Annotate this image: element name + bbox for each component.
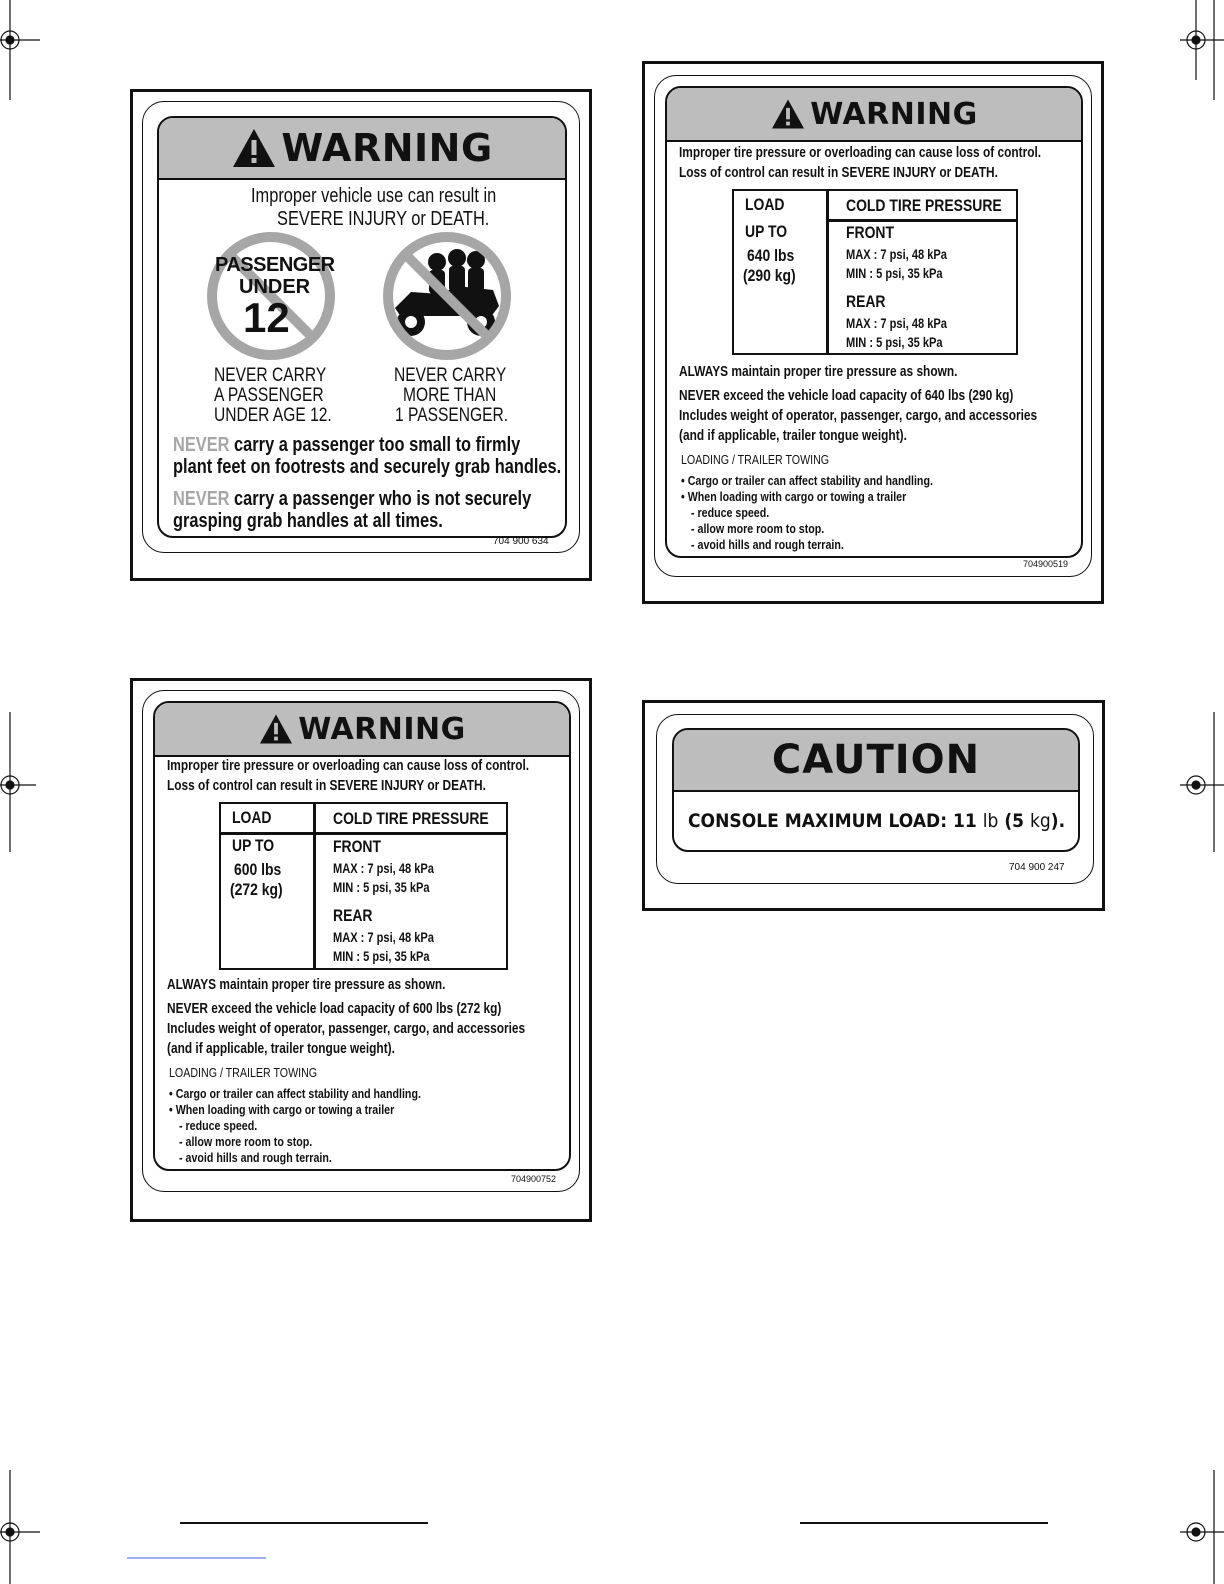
sub-bullet-2: - allow more room to stop. (691, 521, 825, 536)
caption-2-line-2: MORE THAN (403, 385, 497, 406)
warning-header (155, 703, 569, 757)
warning-header (159, 118, 565, 180)
label-inner-frame (157, 116, 567, 538)
console-load-lb: lb (982, 810, 999, 832)
sub-bullet-3: - avoid hills and rough terrain. (179, 1150, 332, 1165)
caption-1-line-2: A PASSENGER (214, 385, 324, 406)
rule-1-line-2: plant feet on footrests and securely grab handles. (173, 456, 562, 478)
sub-bullet-2: - allow more room to stop. (179, 1134, 313, 1149)
rule-2-line-1 (173, 488, 531, 511)
bullet-1: • Cargo or trailer can affect stability and handling. (169, 1086, 421, 1101)
rear-label: REAR (846, 292, 886, 311)
rule-2-rest: carry a passenger who is not securely (229, 488, 532, 510)
label-inner-frame (153, 701, 571, 1171)
console-load-close: ). (1050, 810, 1066, 832)
rule-2-never: NEVER (173, 488, 230, 510)
caption-1-line-3: UNDER AGE 12. (214, 405, 332, 426)
warning-header (667, 88, 1081, 142)
footer-line-right (800, 1522, 1048, 1524)
rule-2-line-2: grasping grab handles at all times. (173, 510, 443, 532)
table-header-pressure: COLD TIRE PRESSURE (846, 196, 1002, 215)
console-load-main: CONSOLE MAXIMUM LOAD: 11 (688, 810, 983, 832)
load-lbs: 600 lbs (234, 860, 282, 879)
rear-max: MAX : 7 psi, 48 kPa (846, 316, 947, 331)
label-inner-frame (665, 86, 1083, 558)
always-text: ALWAYS maintain proper tire pressure as shown. (167, 977, 446, 993)
never-exceed-text: NEVER exceed the vehicle load capacity of 640 lbs (290 kg) (679, 388, 1014, 404)
passenger-warning-label (130, 89, 592, 581)
part-number: 704900519 (1023, 559, 1069, 569)
no-passenger-icon (205, 230, 337, 362)
footer-line-left (180, 1522, 428, 1524)
intro-line-2: Loss of control can result in SEVERE INJURY or DEATH. (679, 165, 998, 181)
includes-text: Includes weight of operator, passenger, cargo, and accessories (167, 1021, 526, 1037)
tire-pressure-warning-label-640 (642, 61, 1104, 604)
part-number: 704900752 (511, 1174, 557, 1184)
load-lbs: 640 lbs (747, 246, 795, 265)
part-number: 704 900 634 (493, 536, 549, 547)
intro-line-1: Improper tire pressure or overloading can cause loss of control. (167, 758, 530, 774)
intro-line-1: Improper vehicle use can result in (251, 185, 497, 207)
front-max: MAX : 7 psi, 48 kPa (846, 247, 947, 262)
sign-under-text: UNDER (239, 276, 311, 298)
console-load-kg: kg (1030, 810, 1051, 832)
front-min: MIN : 5 psi, 35 kPa (333, 880, 430, 895)
console-caution-label (642, 700, 1105, 911)
console-load-paren: (5 (998, 810, 1031, 832)
load-up-to: UP TO (232, 836, 275, 855)
caution-header (674, 730, 1078, 792)
sign-age-number: 12 (243, 294, 290, 341)
no-riders-icon (381, 230, 513, 362)
warning-header-text: WARNING (298, 711, 466, 747)
intro-line-1: Improper tire pressure or overloading can cause loss of control. (679, 145, 1042, 161)
label-inner-frame (672, 728, 1080, 852)
front-min: MIN : 5 psi, 35 kPa (846, 266, 943, 281)
sub-bullet-1: - reduce speed. (179, 1118, 258, 1133)
caption-2-line-1: NEVER CARRY (394, 365, 507, 386)
warning-header-text: WARNING (810, 96, 978, 132)
tire-pressure-warning-label-600 (130, 678, 592, 1222)
front-label: FRONT (846, 223, 895, 242)
warning-header-text: WARNING (281, 126, 493, 170)
if-applicable-text: (and if applicable, trailer tongue weight). (167, 1041, 395, 1057)
load-table (219, 802, 508, 970)
always-text: ALWAYS maintain proper tire pressure as shown. (679, 364, 958, 380)
rule-1-rest: carry a passenger too small to firmly (229, 434, 521, 456)
never-exceed-text: NEVER exceed the vehicle load capacity of 600 lbs (272 kg) (167, 1001, 502, 1017)
table-header-load: LOAD (745, 195, 785, 214)
table-header-load: LOAD (232, 808, 272, 827)
caption-2-line-3: 1 PASSENGER. (395, 405, 509, 426)
rear-min: MIN : 5 psi, 35 kPa (333, 949, 430, 964)
includes-text: Includes weight of operator, passenger, cargo, and accessories (679, 408, 1038, 424)
towing-title: LOADING / TRAILER TOWING (169, 1065, 318, 1080)
console-load-text (688, 810, 1065, 832)
warning-triangle-icon (231, 127, 277, 169)
intro-line-2: SEVERE INJURY or DEATH. (277, 208, 490, 230)
rule-1-never: NEVER (173, 434, 230, 456)
bullet-2: • When loading with cargo or towing a trailer (169, 1102, 395, 1117)
caption-1-line-1: NEVER CARRY (214, 365, 327, 386)
caution-header-text: CAUTION (771, 737, 981, 783)
bullet-1: • Cargo or trailer can affect stability and handling. (681, 473, 933, 488)
bullet-2: • When loading with cargo or towing a trailer (681, 489, 907, 504)
front-max: MAX : 7 psi, 48 kPa (333, 861, 434, 876)
load-kg: (290 kg) (743, 266, 796, 285)
rule-1-line-1 (173, 434, 520, 457)
intro-line-2: Loss of control can result in SEVERE INJURY or DEATH. (167, 778, 486, 794)
table-header-pressure: COLD TIRE PRESSURE (333, 809, 489, 828)
towing-title: LOADING / TRAILER TOWING (681, 452, 830, 467)
rear-max: MAX : 7 psi, 48 kPa (333, 930, 434, 945)
load-kg: (272 kg) (230, 880, 283, 899)
warning-triangle-icon (258, 713, 294, 745)
sub-bullet-3: - avoid hills and rough terrain. (691, 537, 844, 552)
rear-label: REAR (333, 906, 373, 925)
front-label: FRONT (333, 837, 382, 856)
sign-passenger-text: PASSENGER (215, 254, 335, 276)
rear-min: MIN : 5 psi, 35 kPa (846, 335, 943, 350)
load-up-to: UP TO (745, 222, 788, 241)
sub-bullet-1: - reduce speed. (691, 505, 770, 520)
warning-triangle-icon (770, 98, 806, 130)
part-number: 704 900 247 (1009, 862, 1065, 873)
load-table (732, 189, 1018, 355)
if-applicable-text: (and if applicable, trailer tongue weight). (679, 428, 907, 444)
